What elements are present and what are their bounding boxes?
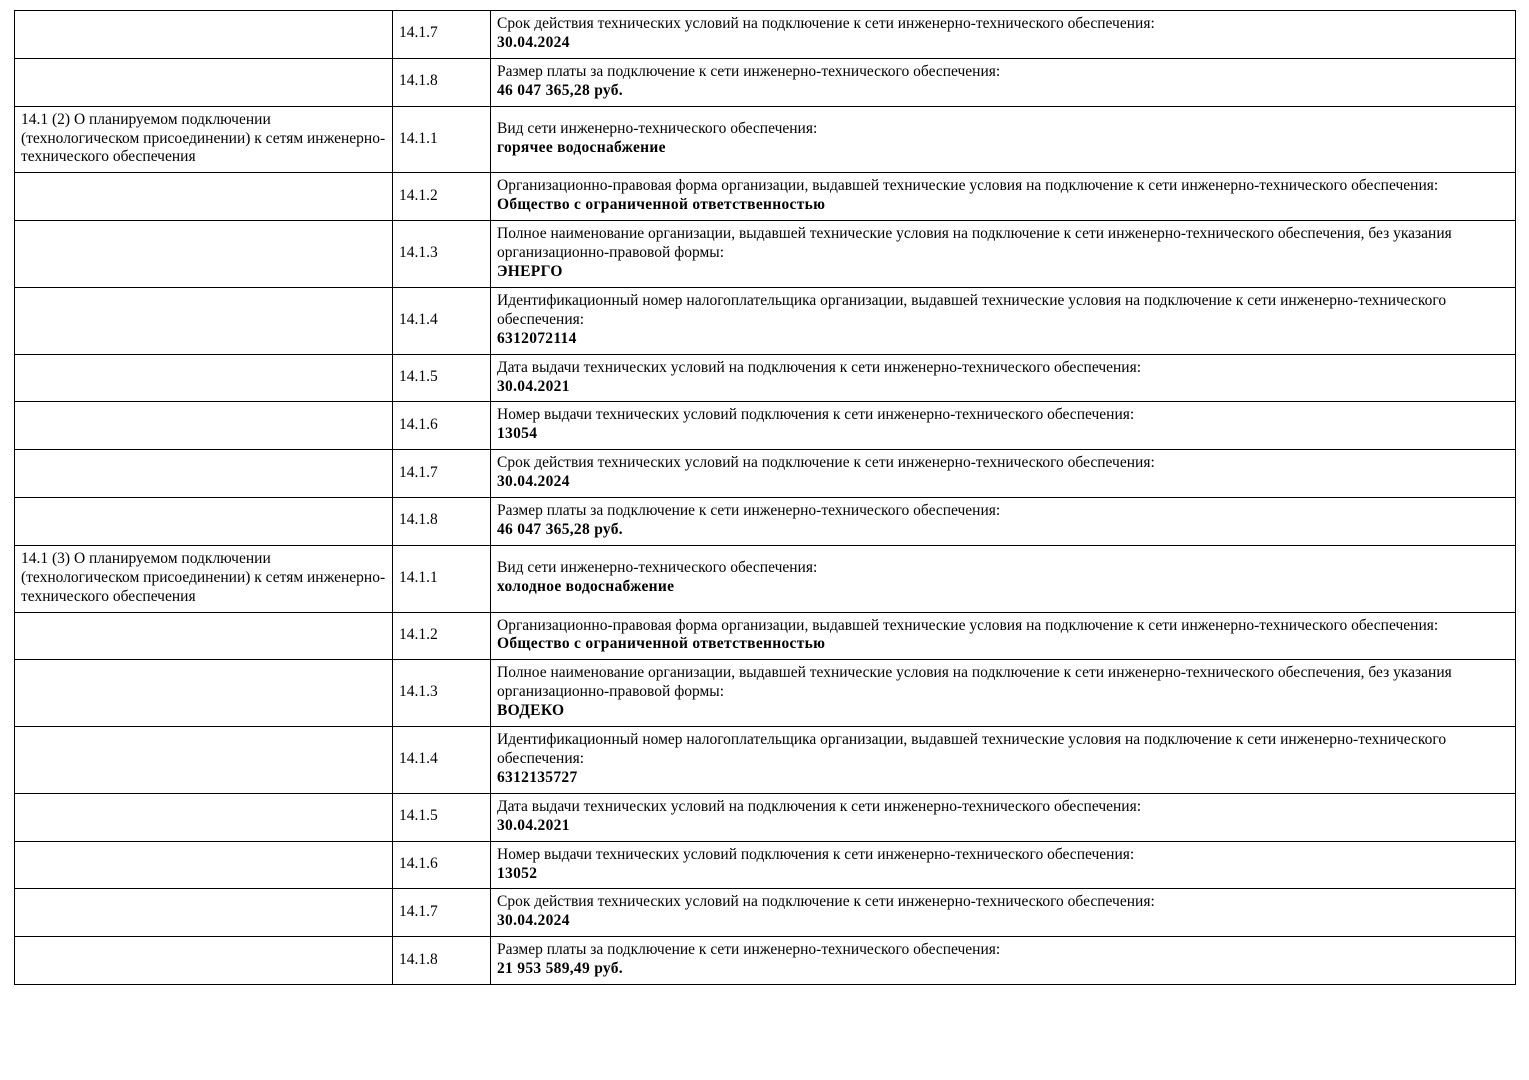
section-cell: [15, 11, 393, 59]
section-cell: [15, 841, 393, 889]
code-cell: 14.1.7: [393, 889, 491, 937]
field-value: 6312072114: [497, 329, 577, 347]
code-cell: 14.1.5: [393, 793, 491, 841]
field-label: Идентификационный номер налогоплательщика организации, выдавшей технические условия на подключение к сети инженерно-технического обеспечения:: [497, 731, 1447, 767]
code-cell: 14.1.8: [393, 498, 491, 546]
body-cell: [491, 660, 1516, 727]
section-cell: [15, 58, 393, 106]
field-value: 46 047 365,28 руб.: [497, 81, 623, 99]
field-label: Номер выдачи технических условий подключения к сети инженерно-технического обеспечения:: [497, 406, 1135, 424]
field-value: 30.04.2021: [497, 816, 570, 834]
body-cell: [491, 727, 1516, 794]
field-value: ЭНЕРГО: [497, 262, 563, 280]
section-cell: [15, 937, 393, 985]
field-value: горячее водоснабжение: [497, 138, 666, 156]
section-cell: [15, 660, 393, 727]
field-value: 30.04.2024: [497, 473, 570, 491]
section-cell: [15, 287, 393, 354]
field-value: 30.04.2021: [497, 377, 570, 395]
table-row: [15, 287, 1516, 354]
code-cell: 14.1.7: [393, 450, 491, 498]
code-cell: 14.1.4: [393, 287, 491, 354]
field-value: 6312135727: [497, 768, 578, 786]
table-row: [15, 889, 1516, 937]
field-label: Дата выдачи технических условий на подключения к сети инженерно-технического обеспечения:: [497, 797, 1142, 815]
field-value: 13054: [497, 425, 538, 443]
body-cell: [491, 11, 1516, 59]
table-row: [15, 727, 1516, 794]
body-cell: [491, 889, 1516, 937]
field-label: Номер выдачи технических условий подключения к сети инженерно-технического обеспечения:: [497, 845, 1135, 863]
code-cell: 14.1.2: [393, 612, 491, 660]
table-row: [15, 11, 1516, 59]
section-cell: [15, 498, 393, 546]
body-cell: [491, 402, 1516, 450]
section-cell: [15, 889, 393, 937]
field-value: 13052: [497, 864, 538, 882]
table-row: [15, 354, 1516, 402]
body-cell: [491, 612, 1516, 660]
section-cell: 14.1 (2) О планируемом подключении (технологическом присоединении) к сетям инженерно-технического обеспечения: [15, 106, 393, 173]
field-label: Вид сети инженерно-технического обеспечения:: [497, 559, 818, 577]
field-value: 30.04.2024: [497, 33, 570, 51]
field-label: Срок действия технических условий на подключение к сети инженерно-технического обеспечения:: [497, 454, 1155, 472]
body-cell: [491, 498, 1516, 546]
body-cell: [491, 221, 1516, 288]
table-row: [15, 545, 1516, 612]
code-cell: 14.1.3: [393, 221, 491, 288]
field-label: Полное наименование организации, выдавшей технические условия на подключение к сети инженерно-технического обеспечения, без указания организационно-правовой формы:: [497, 225, 1452, 262]
field-label: Размер платы за подключение к сети инженерно-технического обеспечения:: [497, 502, 1001, 520]
field-label: Полное наименование организации, выдавшей технические условия на подключение к сети инженерно-технического обеспечения, без указания организационно-правовой формы:: [497, 664, 1452, 701]
table-row: [15, 498, 1516, 546]
section-cell: [15, 221, 393, 288]
field-value: холодное водоснабжение: [497, 578, 675, 596]
table-row: [15, 221, 1516, 288]
code-cell: 14.1.1: [393, 106, 491, 173]
body-cell: [491, 545, 1516, 612]
field-value: ВОДЕКО: [497, 702, 565, 720]
table-row: [15, 612, 1516, 660]
field-label: Вид сети инженерно-технического обеспечения:: [497, 120, 818, 138]
field-value: Общество с ограниченной ответственностью: [497, 196, 826, 214]
table-row: [15, 793, 1516, 841]
table-row: [15, 450, 1516, 498]
body-cell: [491, 841, 1516, 889]
code-cell: 14.1.5: [393, 354, 491, 402]
body-cell: [491, 106, 1516, 173]
field-label: Срок действия технических условий на подключение к сети инженерно-технического обеспечения:: [497, 893, 1155, 911]
table-row: [15, 660, 1516, 727]
table-row: [15, 937, 1516, 985]
code-cell: 14.1.8: [393, 58, 491, 106]
body-cell: [491, 173, 1516, 221]
section-cell: [15, 612, 393, 660]
table-row: [15, 402, 1516, 450]
field-label: Размер платы за подключение к сети инженерно-технического обеспечения:: [497, 941, 1001, 959]
section-cell: [15, 727, 393, 794]
code-cell: 14.1.4: [393, 727, 491, 794]
code-cell: 14.1.6: [393, 841, 491, 889]
table-row: [15, 173, 1516, 221]
field-label: Срок действия технических условий на подключение к сети инженерно-технического обеспечения:: [497, 15, 1155, 32]
field-value: 30.04.2024: [497, 912, 570, 930]
code-cell: 14.1.7: [393, 11, 491, 59]
section-cell: 14.1 (3) О планируемом подключении (технологическом присоединении) к сетям инженерно-технического обеспечения: [15, 545, 393, 612]
requirements-table: [14, 10, 1516, 985]
table-body: [15, 11, 1516, 985]
body-cell: [491, 793, 1516, 841]
body-cell: [491, 58, 1516, 106]
field-value: Общество с ограниченной ответственностью: [497, 635, 826, 653]
section-cell: [15, 173, 393, 221]
table-row: [15, 106, 1516, 173]
body-cell: [491, 937, 1516, 985]
field-value: 46 047 365,28 руб.: [497, 520, 623, 538]
table-row: [15, 841, 1516, 889]
body-cell: [491, 354, 1516, 402]
body-cell: [491, 450, 1516, 498]
field-label: Размер платы за подключение к сети инженерно-технического обеспечения:: [497, 62, 1001, 80]
field-label: Организационно-правовая форма организации, выдавшей технические условия на подключение к сети инженерно-технического обеспечения:: [497, 177, 1439, 195]
section-cell: [15, 402, 393, 450]
field-label: Идентификационный номер налогоплательщика организации, выдавшей технические условия на подключение к сети инженерно-технического обеспечения:: [497, 291, 1447, 328]
field-label: Организационно-правовая форма организации, выдавшей технические условия на подключение к сети инженерно-технического обеспечения:: [497, 616, 1439, 634]
section-cell: [15, 793, 393, 841]
field-label: Дата выдачи технических условий на подключения к сети инженерно-технического обеспечения:: [497, 358, 1142, 376]
code-cell: 14.1.8: [393, 937, 491, 985]
field-value: 21 953 589,49 руб.: [497, 960, 623, 978]
body-cell: [491, 287, 1516, 354]
code-cell: 14.1.6: [393, 402, 491, 450]
code-cell: 14.1.1: [393, 545, 491, 612]
section-cell: [15, 450, 393, 498]
code-cell: 14.1.2: [393, 173, 491, 221]
code-cell: 14.1.3: [393, 660, 491, 727]
table-row: [15, 58, 1516, 106]
section-cell: [15, 354, 393, 402]
